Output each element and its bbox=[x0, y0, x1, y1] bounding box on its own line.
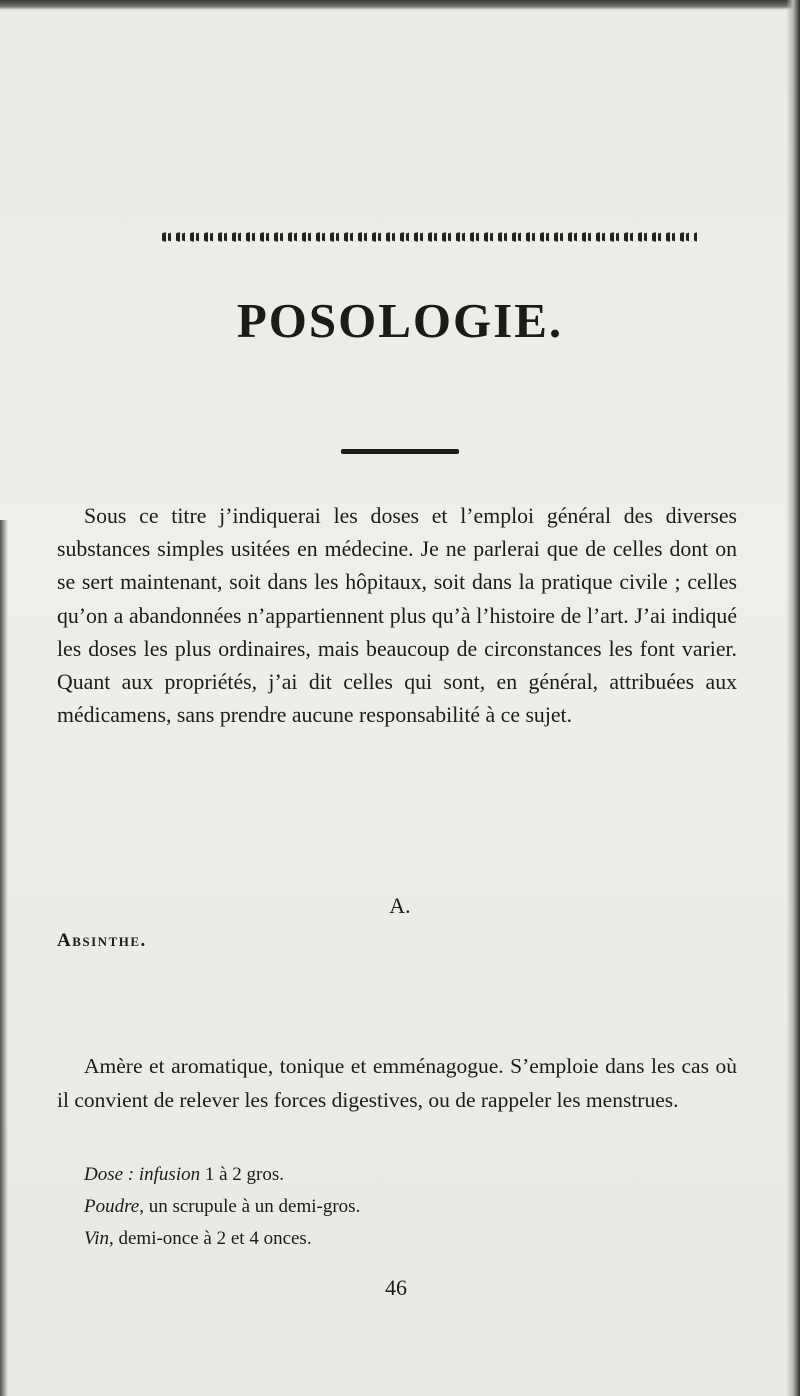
page-top-edge bbox=[0, 0, 800, 10]
entry-heading: Absinthe. bbox=[57, 930, 147, 951]
intro-paragraph: Sous ce titre j’indiquerai les doses et l’emploi général des diverses substances simples usitées en médecine. Je ne parlerai que de celles dont on se sert maintenant, soit dans les hôpitaux, soit dans la pratique civile ; celles qu’on a abandonnées n’appartiennent plus qu’à l’histoire de l’art. J’ai indiqué les doses les plus ordinaires, mais beaucoup de circonstances les font varier. Quant aux propriétés, j’ai dit celles qui sont, en général, attribuées aux médicamens, sans prendre aucune responsabilité à ce sujet. bbox=[57, 504, 737, 728]
dose-text: , un scrupule à un demi-gros. bbox=[139, 1196, 361, 1217]
dose-text: , demi-once à 2 et 4 onces. bbox=[108, 1228, 312, 1249]
page-right-edge bbox=[786, 0, 800, 1396]
dose-line-wine bbox=[84, 1228, 312, 1250]
dose-line-infusion bbox=[84, 1164, 284, 1186]
dose-text: 1 à 2 gros. bbox=[200, 1164, 285, 1185]
section-letter: A. bbox=[389, 893, 411, 918]
dose-line-powder bbox=[84, 1196, 360, 1218]
page-title: POSOLOGIE. bbox=[236, 293, 564, 348]
signature-mark: 46 bbox=[385, 1275, 407, 1300]
title-rule-divider bbox=[341, 449, 459, 454]
dose-label: Vin bbox=[84, 1228, 109, 1249]
dose-label: Dose : infusion bbox=[84, 1164, 201, 1185]
entry-description: Amère et aromatique, tonique et emménagogue. S’emploie dans les cas où il convient de relever les forces digestives, ou de rappeler les menstrues. bbox=[57, 1054, 737, 1112]
dose-label: Poudre bbox=[84, 1196, 140, 1217]
page-left-shadow bbox=[0, 520, 8, 1396]
decorative-border-ornament bbox=[162, 230, 697, 244]
